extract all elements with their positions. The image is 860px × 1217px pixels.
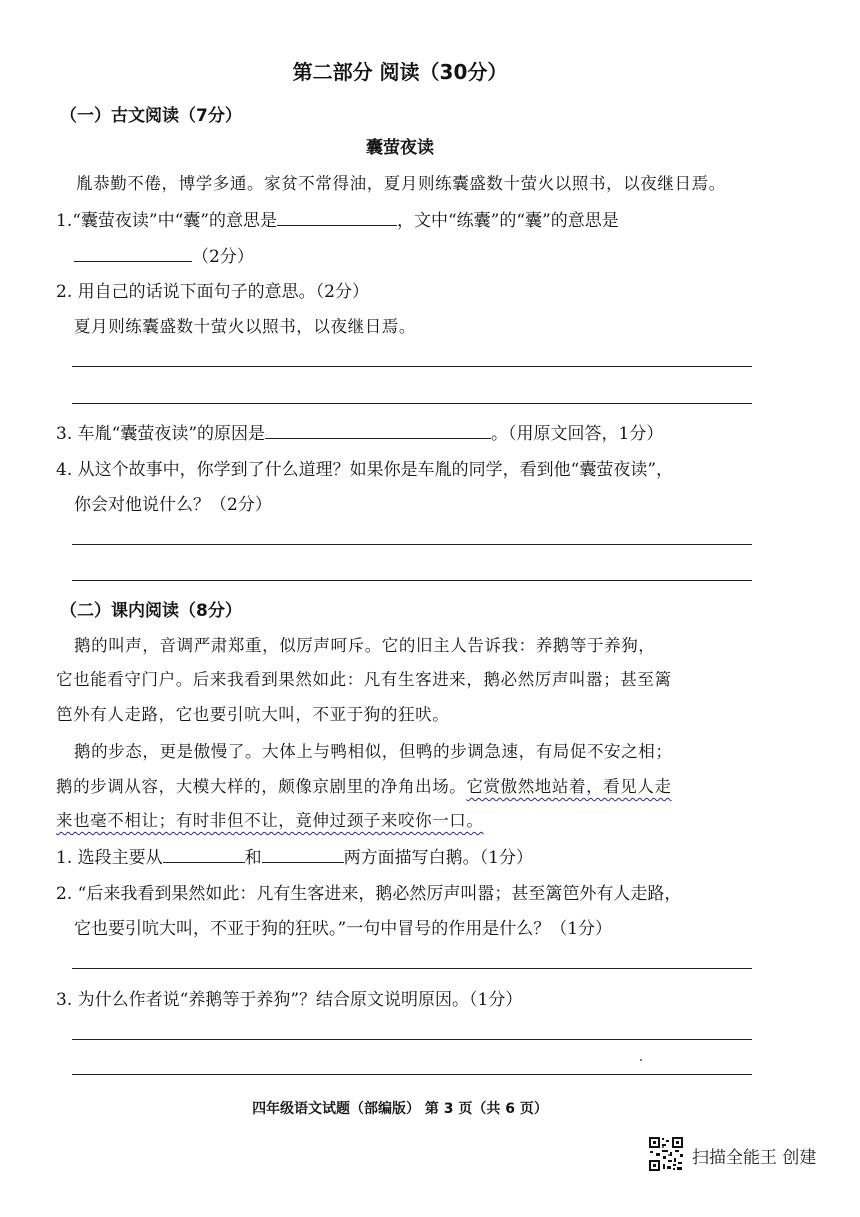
answer-line[interactable] bbox=[72, 968, 752, 969]
passage-line bbox=[56, 773, 672, 797]
question-1-2-quote: 夏月则练囊盛数十萤火以照书，以夜继日焉。 bbox=[74, 317, 416, 336]
passage-line: 笆外有人走路，它也要引吭大叫，不亚于狗的狂吠。 bbox=[56, 705, 450, 724]
question-text: 和 bbox=[244, 848, 262, 868]
answer-blank[interactable] bbox=[163, 846, 245, 863]
question-1-4: 4. 从这个故事中，你学到了什么道理？如果你是车胤的同学，看到他“囊萤夜读”， bbox=[56, 460, 674, 480]
answer-line[interactable] bbox=[72, 403, 752, 404]
answer-blank[interactable] bbox=[277, 209, 397, 226]
answer-blank[interactable] bbox=[265, 422, 491, 439]
question-text: 1.“囊萤夜读”中“囊”的意思是 bbox=[56, 211, 277, 231]
passage-line: 鹅的步态，更是傲慢了。大体上与鸭相似，但鸭的步调急速，有局促不安之相； bbox=[74, 742, 673, 761]
question-2-3: 3. 为什么作者说“养鹅等于养狗”？结合原文说明原因。（1分） bbox=[56, 990, 523, 1010]
scanner-watermark: 扫描全能王 创建 bbox=[692, 1148, 817, 1168]
question-2-2-cont: 它也要引吭大叫，不亚于狗的狂吠。”一句中冒号的作用是什么？（1分） bbox=[74, 919, 613, 939]
passage-text: 鹅的步调从容，大模大样的，颇像京剧里的净角出场。 bbox=[56, 777, 467, 796]
page-footer: 四年级语文试题（部编版） 第 3 页（共 6 页） bbox=[252, 1101, 548, 1117]
section-heading-classical: （一）古文阅读（7分） bbox=[60, 106, 242, 126]
question-1-3 bbox=[56, 419, 663, 444]
question-1-1-cont bbox=[74, 242, 254, 267]
answer-line[interactable] bbox=[72, 1039, 752, 1040]
passage-line: 它也能看守门户。后来我看到果然如此：凡有生客进来，鹅必然厉声叫嚣；甚至篱 bbox=[56, 670, 672, 689]
question-text: 3. 车胤“囊萤夜读”的原因是 bbox=[56, 424, 266, 444]
question-1-1 bbox=[56, 206, 619, 231]
passage-title: 囊萤夜读 bbox=[366, 138, 434, 158]
passage-line bbox=[56, 807, 484, 831]
question-text: ，文中“练囊”的“囊”的意思是 bbox=[396, 211, 619, 231]
qr-code-icon bbox=[648, 1136, 684, 1172]
answer-blank[interactable] bbox=[262, 846, 344, 863]
scan-speck bbox=[640, 1059, 642, 1061]
question-2-1 bbox=[56, 843, 533, 868]
question-2-2: 2. “后来我看到果然如此：凡有生客进来，鹅必然厉声叫嚣；甚至篱笆外有人走路， bbox=[56, 884, 682, 904]
question-text: 。（用原文回答，1分） bbox=[491, 424, 664, 444]
question-text: 两方面描写白鹅。（1分） bbox=[343, 848, 533, 868]
classical-passage: 胤恭勤不倦，博学多通。家贫不常得油，夏月则练囊盛数十萤火以照书，以夜继日焉。 bbox=[76, 174, 726, 193]
answer-line[interactable] bbox=[72, 580, 752, 581]
question-score: （2分） bbox=[192, 247, 254, 267]
passage-line: 鹅的叫声，音调严肃郑重，似厉声呵斥。它的旧主人告诉我：养鹅等于养狗， bbox=[74, 636, 656, 655]
question-text: 1. 选段主要从 bbox=[56, 848, 163, 868]
question-1-2: 2. 用自己的话说下面句子的意思。（2分） bbox=[56, 282, 369, 302]
answer-line[interactable] bbox=[72, 544, 752, 545]
page-title: 第二部分 阅读（30分） bbox=[292, 60, 508, 84]
answer-line[interactable] bbox=[72, 1074, 752, 1075]
wavy-underlined-text: 它赏傲然地站着，看见人走 bbox=[466, 777, 672, 796]
section-heading-textbook: （二）课内阅读（8分） bbox=[60, 601, 242, 621]
answer-blank[interactable] bbox=[74, 245, 192, 262]
answer-line[interactable] bbox=[72, 366, 752, 367]
question-1-4-cont: 你会对他说什么？（2分） bbox=[74, 495, 272, 515]
wavy-underlined-text: 来也毫不相让；有时非但不让，竟伸过颈子来咬你一口。 bbox=[56, 811, 484, 830]
